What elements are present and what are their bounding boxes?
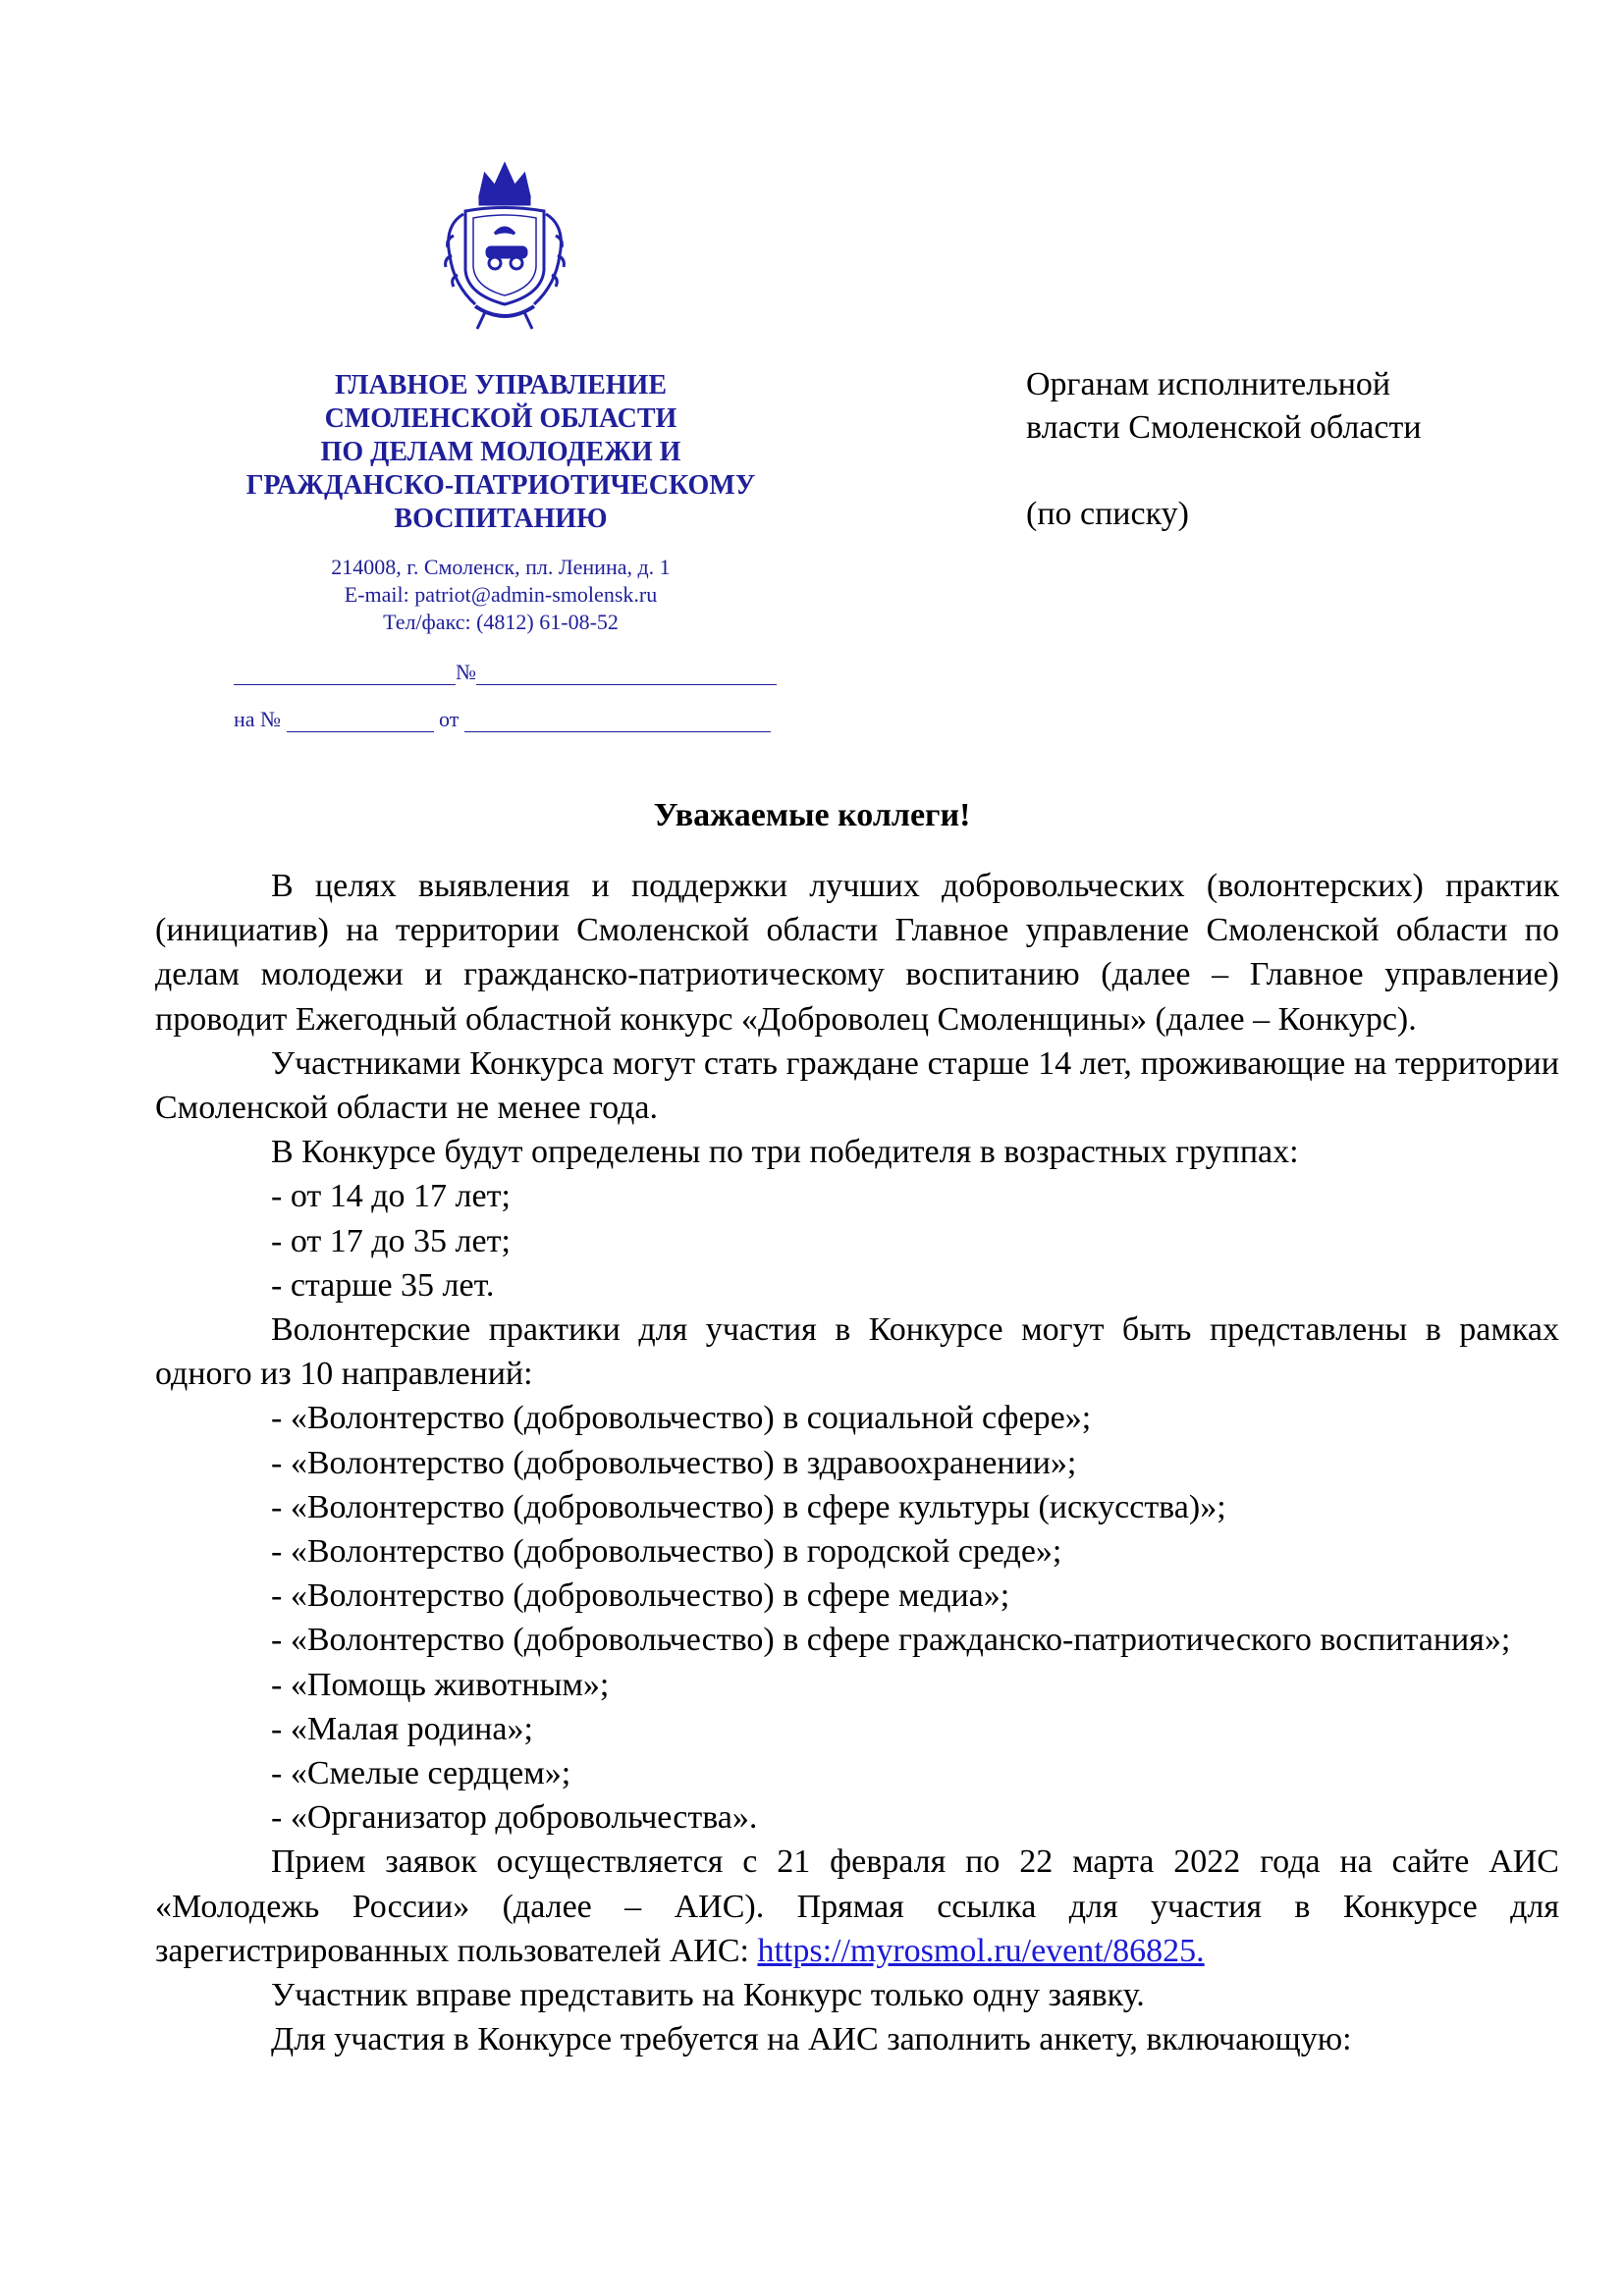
list-item: - «Волонтерство (добровольчество) в социальной сфере»; bbox=[271, 1400, 1092, 1437]
list-item: - «Волонтерство (добровольчество) в сфере медиа»; bbox=[271, 1577, 1010, 1615]
list-item: - от 14 до 17 лет; bbox=[271, 1178, 511, 1215]
number-sign: № bbox=[456, 660, 476, 684]
ref-date-blank bbox=[464, 708, 771, 732]
list-item: - «Волонтерство (добровольчество) в городской среде»; bbox=[271, 1533, 1062, 1571]
list-item: - «Волонтерство (добровольчество) в здравоохранении»; bbox=[271, 1444, 1077, 1481]
list-item: - «Волонтерство (добровольчество) в сфере культуры (искусства)»; bbox=[271, 1488, 1226, 1525]
ref-prefix: на № bbox=[234, 707, 282, 731]
paragraph bbox=[155, 1840, 1559, 1973]
addressee-block bbox=[1026, 363, 1537, 536]
addressee-line: (по списку) bbox=[1026, 496, 1189, 532]
addressee-line: власти Смоленской области bbox=[1026, 409, 1422, 446]
registration-number-line bbox=[234, 660, 784, 689]
list-item: - старше 35 лет. bbox=[271, 1266, 495, 1304]
ref-number-blank bbox=[287, 708, 434, 732]
organization-contacts bbox=[206, 554, 795, 636]
list-item: - «Помощь животным»; bbox=[271, 1666, 610, 1703]
list-item: - «Малая родина»; bbox=[271, 1710, 533, 1747]
event-link[interactable]: https://myrosmol.ru/event/86825. bbox=[757, 1932, 1205, 1969]
org-name-line: ПО ДЕЛАМ МОЛОДЕЖИ И bbox=[320, 437, 681, 467]
organization-name bbox=[206, 369, 795, 536]
org-phone: Тел/факс: (4812) 61-08-52 bbox=[383, 610, 619, 634]
organization-letterhead bbox=[206, 369, 795, 636]
list-item: - «Смелые сердцем»; bbox=[271, 1755, 571, 1792]
letter-body bbox=[155, 864, 1559, 2061]
org-name-line: ГРАЖДАНСКО-ПАТРИОТИЧЕСКОМУ bbox=[245, 470, 756, 501]
paragraph: В Конкурсе будут определены по три победителя в возрастных группах: bbox=[271, 1134, 1299, 1171]
reference-number-line bbox=[234, 707, 784, 736]
paragraph: Участник вправе представить на Конкурс только одну заявку. bbox=[271, 1977, 1145, 2014]
org-email: E-mail: patriot@admin-smolensk.ru bbox=[344, 582, 658, 607]
list-item: - «Организатор добровольчества». bbox=[271, 1799, 758, 1837]
date-blank bbox=[234, 661, 456, 685]
addressee-line: Органам исполнительной bbox=[1026, 366, 1391, 402]
org-name-line: СМОЛЕНСКОЙ ОБЛАСТИ bbox=[324, 403, 677, 434]
org-name-line: ВОСПИТАНИЮ bbox=[394, 504, 608, 534]
list-item: - от 17 до 35 лет; bbox=[271, 1222, 511, 1259]
org-name-line: ГЛАВНОЕ УПРАВЛЕНИЕ bbox=[334, 370, 668, 400]
org-address: 214008, г. Смоленск, пл. Ленина, д. 1 bbox=[331, 555, 671, 579]
paragraph: В целях выявления и поддержки лучших добровольческих (волонтерских) практик (инициатив) на территории Смоленской области Главное управление Смоленской области по делам молодежи и гражданско-патриотическому воспитанию (далее – Главное управление) проводит Ежегодный областной конкурс «Доброволец Смоленщины» (далее – Конкурс). bbox=[155, 868, 1559, 1038]
number-blank bbox=[476, 661, 777, 685]
coat-of-arms-icon bbox=[426, 157, 583, 334]
ref-from: от bbox=[439, 707, 460, 731]
paragraph: Волонтерские практики для участия в Конкурсе могут быть представлены в рамках одного из 10 направлений: bbox=[155, 1311, 1559, 1393]
paragraph-text: Прием заявок осуществляется с 21 февраля по 22 марта 2022 года на сайте АИС «Молодежь России» (далее – АИС). Прямая ссылка для участия в Конкурсе для зарегистрированных пользователей АИС: bbox=[155, 1843, 1559, 1969]
list-item: - «Волонтерство (добровольчество) в сфере гражданско-патриотического воспитания»; bbox=[271, 1622, 1511, 1659]
salutation: Уважаемые коллеги! bbox=[653, 797, 971, 833]
paragraph: Для участия в Конкурсе требуется на АИС заполнить анкету, включающую: bbox=[271, 2021, 1352, 2058]
paragraph: Участниками Конкурса могут стать граждане старше 14 лет, проживающие на территории Смоленской области не менее года. bbox=[155, 1044, 1559, 1127]
